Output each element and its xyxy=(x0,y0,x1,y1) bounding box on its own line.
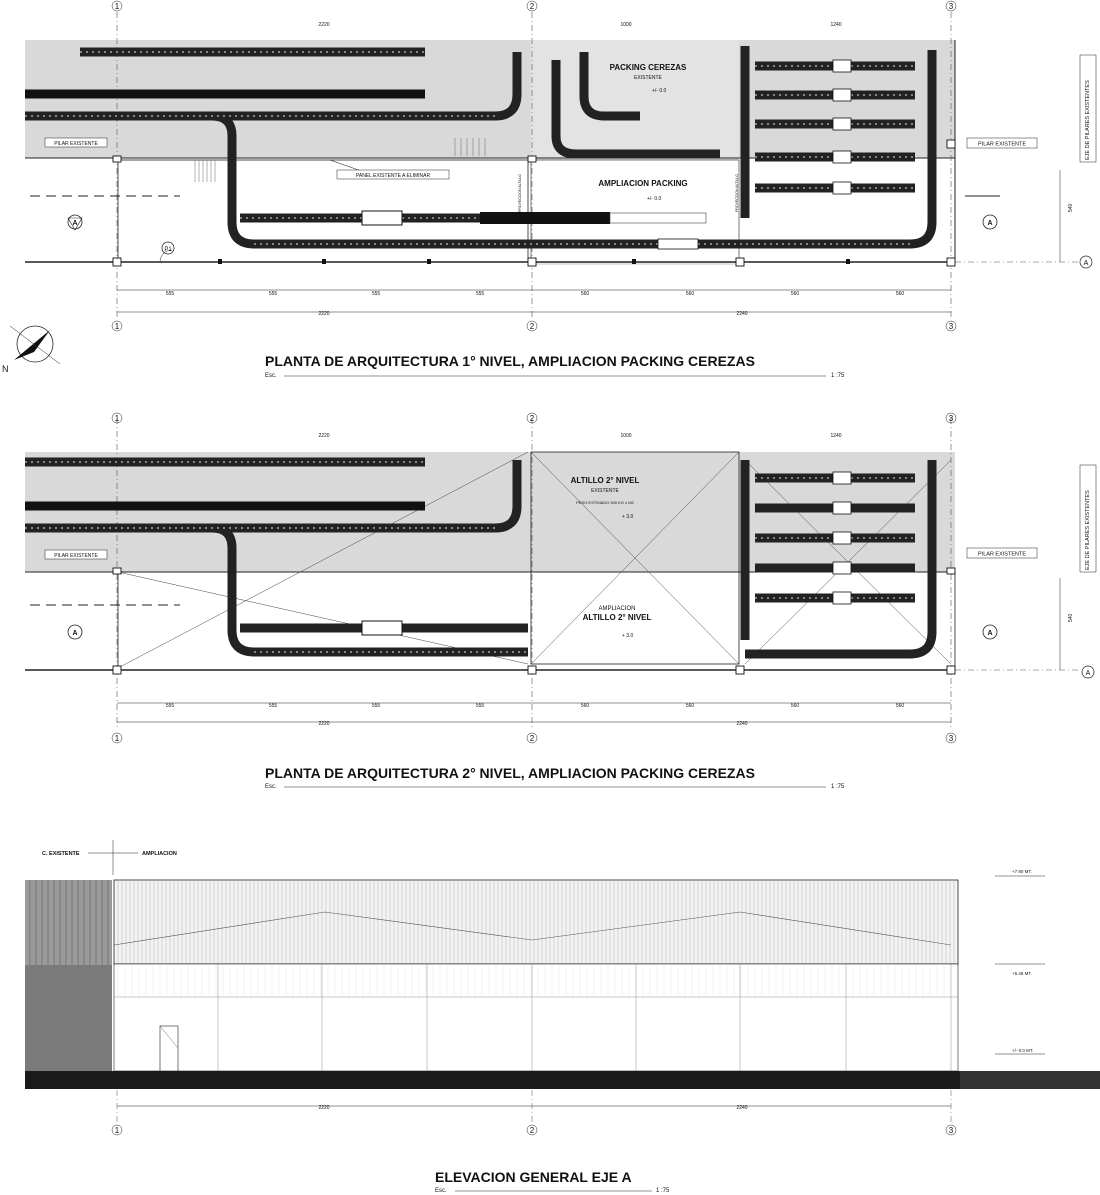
existing-hall-subtitle: EXISTENTE xyxy=(634,75,662,81)
pilar-existente-right: PILAR EXISTENTE xyxy=(978,141,1026,148)
projection-note-left: PROYECCION ALTILLO xyxy=(518,173,522,212)
plan-level-1 xyxy=(25,12,1080,320)
new-hall-title: AMPLIACION PACKING xyxy=(598,179,688,188)
machine-unit-plan2 xyxy=(362,621,402,635)
dim-top-a-plan2: 2220 xyxy=(318,433,330,439)
dim-bay-4-plan2: 555 xyxy=(475,703,485,709)
existing-level: +/- 0.0 xyxy=(652,88,667,94)
dim-bay-4: 555 xyxy=(475,291,485,297)
level-top: +7.90 MT. xyxy=(1012,869,1032,874)
plan-level-2 xyxy=(25,418,1080,730)
machine-unit xyxy=(362,211,402,225)
grid-label-3-top: 3 xyxy=(948,2,954,11)
section-mark-right-plan2: A xyxy=(987,630,993,637)
north-label: N xyxy=(2,364,9,374)
dim-total-a: 2220 xyxy=(318,311,330,317)
elevation-title: ELEVACION GENERAL EJE A xyxy=(435,1169,632,1185)
elevation-eje-a xyxy=(25,880,1100,1089)
plan1-scale-value: 1 :75 xyxy=(831,373,845,379)
dim-bay-1-plan2: 555 xyxy=(165,703,175,709)
dim-bay-8: 560 xyxy=(895,291,905,297)
new-building-lower-wall xyxy=(114,964,958,1071)
grid-label-3-elev: 3 xyxy=(948,1126,954,1135)
existing-building-upper xyxy=(25,880,112,965)
dim-top-a: 2220 xyxy=(318,22,330,28)
axis-note-plan1: EJE DE PILARES EXISTENTES xyxy=(1085,80,1091,160)
mezz-load: PESO ESTIMADO 300 KG x M2 xyxy=(576,500,634,505)
dim-side-plan2: 540 xyxy=(1068,613,1074,622)
dim-top-c-plan2: 1240 xyxy=(830,433,842,439)
existing-hall-title: PACKING CEREZAS xyxy=(609,63,687,72)
dim-bay-8-plan2: 560 xyxy=(895,703,905,709)
dim-total-b: 2240 xyxy=(736,311,748,317)
plan2-scale-label: Esc. xyxy=(265,784,277,790)
elevation-door xyxy=(160,1026,178,1071)
elevation-scale-label: Esc. xyxy=(435,1188,447,1194)
mezz-title: ALTILLO 2° NIVEL xyxy=(570,476,640,485)
dim-bay-6: 560 xyxy=(685,291,695,297)
section-mark-right: A xyxy=(987,220,993,227)
ground-band xyxy=(25,1071,1100,1089)
dim-top-c: 1240 xyxy=(830,22,842,28)
grid-label-1-top-plan2: 1 xyxy=(114,414,120,423)
grid-label-2-bottom: 2 xyxy=(529,322,535,331)
section-mark-left-plan2: A xyxy=(72,630,78,637)
new-mezz-title-b: ALTILLO 2° NIVEL xyxy=(582,613,652,622)
plan1-scale-label: Esc. xyxy=(265,373,277,379)
dim-top-b-plan2: 1000 xyxy=(620,433,632,439)
grid-lines-elevation xyxy=(117,1090,951,1124)
dim-total-a-plan2: 2220 xyxy=(318,721,330,727)
dim-bay-5: 560 xyxy=(580,291,590,297)
new-level: +/- 0.0 xyxy=(647,196,662,202)
dim-bay-5-plan2: 560 xyxy=(580,703,590,709)
level-ground: +/- 0.0 MT. xyxy=(1012,1048,1034,1053)
grid-label-1-bottom: 1 xyxy=(114,322,120,331)
new-mezz-level: + 3.0 xyxy=(622,633,634,639)
pilar-existente-left: PILAR EXISTENTE xyxy=(54,141,98,147)
pilar-existente-left-plan2: PILAR EXISTENTE xyxy=(54,553,98,559)
dim-total-b-elev: 2240 xyxy=(736,1105,748,1111)
dim-total-b-plan2: 2240 xyxy=(736,721,748,727)
mezz-level: + 3.0 xyxy=(622,514,634,520)
new-label: AMPLIACION xyxy=(142,851,177,857)
dim-bay-2: 555 xyxy=(268,291,278,297)
dim-bay-2-plan2: 555 xyxy=(268,703,278,709)
north-arrow xyxy=(10,326,60,364)
dim-top-b: 1000 xyxy=(620,22,632,28)
conveyor-dark-segment xyxy=(480,212,610,224)
dim-bay-7: 560 xyxy=(790,291,800,297)
grid-label-3-bottom: 3 xyxy=(948,322,954,331)
plan2-title: PLANTA DE ARQUITECTURA 2° NIVEL, AMPLIACION PACKING CEREZAS xyxy=(265,765,755,781)
grid-label-3-bottom-plan2: 3 xyxy=(948,734,954,743)
grid-label-1-bottom-plan2: 1 xyxy=(114,734,120,743)
axis-note-plan2: EJE DE PILARES EXISTENTES xyxy=(1085,490,1091,570)
mezz-subtitle: EXISTENTE xyxy=(591,488,619,494)
dim-bay-7-plan2: 560 xyxy=(790,703,800,709)
grid-label-1-elev: 1 xyxy=(114,1126,120,1135)
dim-side-plan1: 540 xyxy=(1068,203,1074,212)
panel-note: PANEL EXISTENTE A ELIMINAR xyxy=(355,173,431,179)
plan1-title: PLANTA DE ARQUITECTURA 1° NIVEL, AMPLIACION PACKING CEREZAS xyxy=(265,353,755,369)
projection-note-right: PROYECCION ALTILLO xyxy=(735,173,739,212)
pilar-existente-right-plan2: PILAR EXISTENTE xyxy=(978,551,1026,558)
new-mezz-title-a: AMPLIACION xyxy=(598,606,636,612)
dim-bay-6-plan2: 560 xyxy=(685,703,695,709)
grid-label-2-elev: 2 xyxy=(529,1126,535,1135)
section-mark-left: A xyxy=(72,220,78,227)
grid-label-a-plan1: A xyxy=(1083,260,1089,267)
dim-bay-1: 555 xyxy=(165,291,175,297)
plan2-scale-value: 1 :75 xyxy=(831,784,845,790)
level-mid: +5.45 MT. xyxy=(1012,971,1032,976)
dim-bay-3: 555 xyxy=(371,291,381,297)
existing-building-lower xyxy=(25,965,112,1071)
grid-label-2-top: 2 xyxy=(529,2,535,11)
dim-total-a-elev: 2220 xyxy=(318,1105,330,1111)
grid-label-a-plan2: A xyxy=(1085,670,1091,677)
door-tag: P1 xyxy=(164,247,172,253)
grid-label-2-bottom-plan2: 2 xyxy=(529,734,535,743)
grid-label-2-top-plan2: 2 xyxy=(529,414,535,423)
dim-bay-3-plan2: 555 xyxy=(371,703,381,709)
new-building-upper-cladding xyxy=(114,880,958,964)
grid-label-3-top-plan2: 3 xyxy=(948,414,954,423)
elevation-scale-value: 1 :75 xyxy=(656,1188,670,1194)
existing-label: C. EXISTENTE xyxy=(42,851,80,857)
grid-label-1-top: 1 xyxy=(114,2,120,11)
